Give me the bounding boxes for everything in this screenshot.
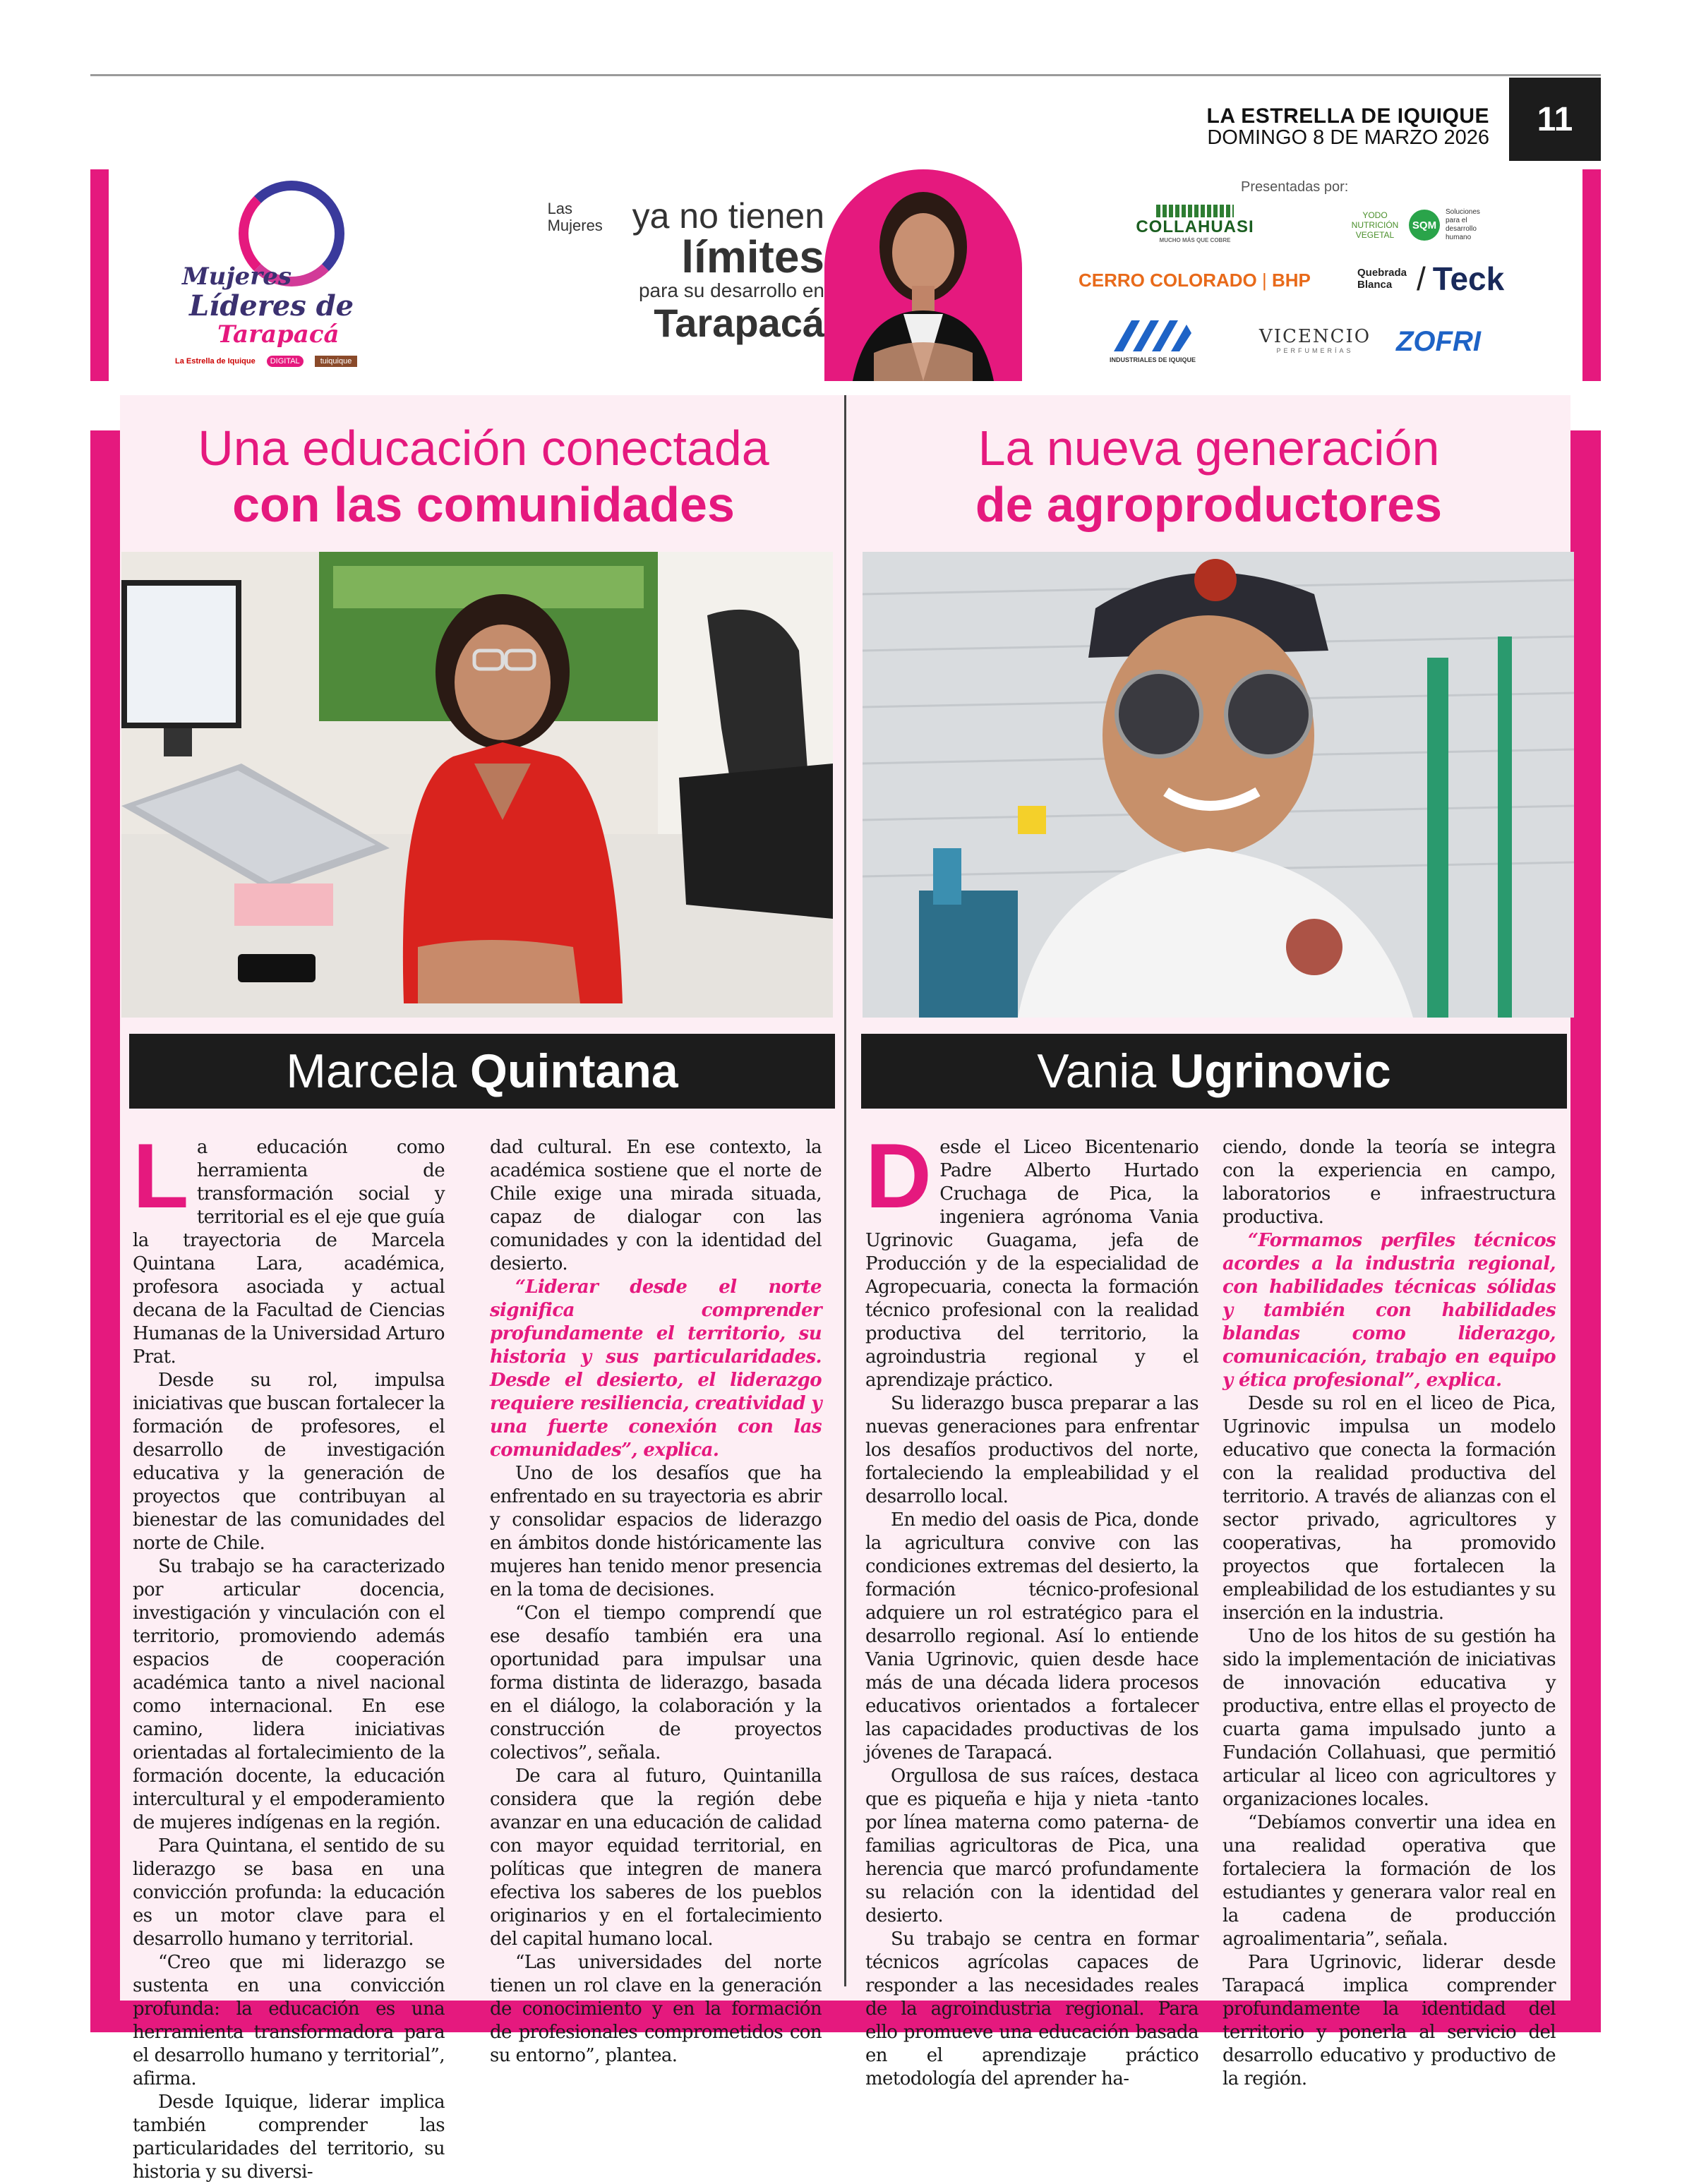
right-headline xyxy=(847,420,1570,533)
publication-name: LA ESTRELLA DE IQUIQUE xyxy=(1206,104,1489,128)
campaign-banner xyxy=(90,169,1601,381)
left-drop-cap: L xyxy=(133,1124,188,1227)
tagline-b: ya no tienen xyxy=(632,196,824,236)
left-name-bar xyxy=(129,1034,835,1109)
right-column-1 xyxy=(865,1124,1199,2091)
bhp-label: BHP xyxy=(1272,270,1311,291)
left-photo-image xyxy=(121,552,833,1018)
left-paragraph-10: De cara al futuro, Quintanilla considera que la región debe avanzar en una educación de calidad con mayor equidad territorial, en políticas que integren de manera efectiva los saberes de los pueblos originarios y en el fortalecimiento del capital humano local. xyxy=(490,1766,822,1950)
left-paragraph-2: Desde su rol, impulsa iniciativas que buscan fortalecer la formación de profesores, el desarrollo de investigación educativa y la generación de proyectos que contribuyan al bienestar de las comunidades del norte de Chile. xyxy=(133,1370,445,1554)
sponsor-vicencio xyxy=(1255,326,1375,354)
aii-label: INDUSTRIALES DE IQUIQUE xyxy=(1109,356,1196,363)
sponsor-sqm xyxy=(1347,208,1495,242)
sponsor-aii xyxy=(1107,318,1199,363)
right-pull-quote: “Formamos perfiles técnicos acordes a la industria regional, con habilidades técnicas sólidas y también con habilidades blandas como liderazgo, comunicación, trabajo en equipo y ética profesional”, explica. xyxy=(1223,1230,1556,1391)
sponsor-teck: Quebrada Blanca / Teck xyxy=(1357,260,1505,297)
body-divider xyxy=(844,1129,846,1986)
logo-line3: Tarapacá xyxy=(217,320,340,349)
tagline-d: para su desarrollo en xyxy=(638,279,824,301)
campaign-tagline xyxy=(528,198,824,344)
left-paragraph-3: Su trabajo se ha caracterizado por articular docencia, investigación y vinculación con el territorio, promoviendo además espacios de cooperación académica tanto a nivel nacional como internacional. En ese camino, lidera iniciativas orientadas al fortalecimiento de la formación docente, la educación intercultural y el empoderamiento de mujeres indígenas en la región. xyxy=(133,1556,445,1833)
logo-media-partners xyxy=(175,354,357,368)
right-paragraph-4: Orgullosa de sus raíces, destaca que es piqueña e hija y nieta -tanto por línea materna como paterna- de familias agricultoras de Pica, una herencia que marcó profundamente su relación con la identidad del desierto. xyxy=(865,1766,1199,1926)
portrait-illustration xyxy=(824,169,1022,381)
left-last-name: Quintana xyxy=(470,1044,678,1098)
left-headline-bold: con las comunidades xyxy=(232,477,735,532)
collahuasi-mark-icon xyxy=(1156,205,1234,217)
tagline-c: límites xyxy=(681,231,824,282)
right-article-photo xyxy=(863,552,1574,1018)
campaign-portrait xyxy=(824,169,1022,381)
quebrada-blanca-label: Quebrada Blanca xyxy=(1357,267,1407,291)
publication-date: DOMINGO 8 DE MARZO 2026 xyxy=(1207,126,1489,149)
mujeres-lideres-logo xyxy=(175,176,415,381)
right-paragraph-9: “Debíamos convertir una idea en una realidad operativa que fortaleciera la formación de los estudiantes y generara valor real en la cadena de producción agroalimentaria”, señala. xyxy=(1223,1812,1556,1950)
right-paragraph-1 xyxy=(865,1124,1199,1392)
right-paragraph-3: En medio del oasis de Pica, donde la agricultura convive con las condiciones extremas del desierto, la formación técnico-profesional adquiere un rol estratégico para el desarrollo regional. Así lo entiende Vania Ugrinovic, quien desde hace más de una década lidera procesos educativos orientados a fortalecer las capacidades productivas de los jóvenes de Tarapacá. xyxy=(865,1509,1199,1763)
left-headline xyxy=(124,420,843,533)
top-rule xyxy=(90,74,1601,76)
presented-by: Presentadas por: xyxy=(1241,179,1349,195)
right-drop-cap: D xyxy=(865,1124,932,1227)
right-last-name: Ugrinovic xyxy=(1170,1044,1391,1098)
sqm-logo-icon: SQM xyxy=(1409,210,1440,241)
left-paragraph-9: “Con el tiempo comprendí que ese desafío también era una oportunidad para impulsar una forma distinta de liderazgo, basada en el diálogo, la colaboración y la construcción de proyectos colectivos”, señala. xyxy=(490,1603,822,1763)
right-photo-image xyxy=(863,552,1574,1018)
left-pull-quote: “Liderar desde el norte significa comprender profundamente el territorio, su historia y sus particularidades. Desde el desierto, el liderazgo requiere resiliencia, creatividad y una fuerte conexión con las comunidades”, explica. xyxy=(490,1277,822,1461)
left-paragraph-5: “Creo que mi liderazgo se sustenta en una convicción profunda: la educación es una herramienta transformadora para el desarrollo humano y territorial”, afirma. xyxy=(133,1952,445,2089)
vicencio-sub: PERFUMERÍAS xyxy=(1276,347,1354,354)
left-paragraph-6: Desde Iquique, liderar implica también comprender las particularidades del territorio, su historia y su diversi- xyxy=(133,2092,445,2183)
sqm-left-text: YODO NUTRICIÓN VEGETAL xyxy=(1351,210,1399,240)
tagline-a: Las Mujeres xyxy=(547,200,603,234)
right-headline-light: La nueva generación xyxy=(978,421,1440,476)
right-paragraph-1-text: esde el Liceo Bicentenario Padre Alberto Hurtado Cruchaga de Pica, la ingeniera agrónoma Vania Ugrinovic Guagama, jefa de Producción y de la especialidad de Agropecuaria, conecta la formación técnico profesional con la realidad productiva del territorio, la agroindustria regional y el aprendizaje práctico. xyxy=(865,1137,1199,1391)
left-column-2 xyxy=(490,1136,822,2068)
collahuasi-sub: MUCHO MÁS QUE COBRE xyxy=(1159,237,1231,243)
teck-label: Teck xyxy=(1432,260,1505,297)
right-name-bar xyxy=(861,1034,1567,1109)
left-first-name: Marcela xyxy=(286,1044,457,1098)
cerro-colorado-label: CERRO COLORADO xyxy=(1079,270,1257,291)
left-column-1 xyxy=(133,1124,445,2184)
media-partner-estrella: La Estrella de Iquique xyxy=(175,357,256,366)
sponsor-cerro-bhp: CERRO COLORADO | BHP xyxy=(1079,270,1311,291)
logo-line1: Mujeres xyxy=(182,263,292,291)
sponsor-collahuasi xyxy=(1128,205,1262,243)
right-paragraph-7: Desde su rol en el liceo de Pica, Ugrinovic impulsa un modelo educativo que conecta la formación con la realidad productiva del territorio. A través de alianzas con el sector privado, agricultores y cooperativas, ha promovido proyectos que fortalecen la empleabilidad de los estudiantes y su inserción en la industria. xyxy=(1223,1393,1556,1624)
right-paragraph-10: Para Ugrinovic, liderar desde Tarapacá implica comprender profundamente la identidad del territorio y ponerla al servicio del desarrollo educativo y productivo de la región. xyxy=(1223,1952,1556,2089)
media-partner-digital: DIGITAL xyxy=(267,356,304,367)
aii-logo-icon xyxy=(1110,318,1195,353)
left-paragraph-11: “Las universidades del norte tienen un rol clave en la generación de conocimiento y en la formación de profesionales comprometidos con su entorno”, plantea. xyxy=(490,1952,822,2066)
right-column-2 xyxy=(1223,1136,1556,2091)
sponsor-zofri: ZOFRI xyxy=(1396,326,1481,357)
publication-header xyxy=(1207,106,1489,148)
right-paragraph-8: Uno de los hitos de su gestión ha sido la implementación de iniciativas de innovación educativa y productiva, entre ellas el proyecto de cuarta gama impulsado junto a Fundación Collahuasi, que permitió articular al liceo con agricultores y organizaciones locales. xyxy=(1223,1626,1556,1810)
left-paragraph-1 xyxy=(133,1124,445,1369)
banner-stripe-left xyxy=(90,169,109,381)
left-paragraph-4: Para Quintana, el sentido de su liderazgo se basa en una convicción profunda: la educación es un motor clave para el desarrollo humano y territorial. xyxy=(133,1835,445,1950)
left-paragraph-1-text: a educación como herramienta de transformación social y territorial es el eje que guía la trayectoria de Marcela Quintana Lara, académica, profesora asociada y actual decana de la Facultad de Ciencias Humanas de la Universidad Arturo Prat. xyxy=(133,1137,445,1368)
right-paragraph-5: Su trabajo se centra en formar técnicos agrícolas capaces de responder a las necesidades reales de la agroindustria regional. Para ello promueve una educación basada en el aprendizaje práctico metodología del aprender ha- xyxy=(865,1929,1199,2089)
logo-line2: Líderes de xyxy=(189,289,354,322)
left-headline-light: Una educación conectada xyxy=(198,421,769,476)
vicencio-label: VICENCIO xyxy=(1259,326,1371,347)
right-paragraph-2: Su liderazgo busca preparar a las nuevas generaciones para enfrentar los desafíos productivos del norte, fortaleciendo la empleabilidad y el desarrollo local. xyxy=(865,1393,1199,1507)
banner-stripe-right xyxy=(1582,169,1601,381)
collahuasi-label: COLLAHUASI xyxy=(1136,217,1254,236)
left-paragraph-8: Uno de los desafíos que ha enfrentado en su trayectoria es abrir y consolidar espacios de liderazgo en ámbitos donde históricamente las mujeres han tenido menor presencia en la toma de decisiones. xyxy=(490,1463,822,1600)
left-paragraph-7: dad cultural. En ese contexto, la académica sostiene que el norte de Chile exige una mirada situada, capaz de dialogar con las comunidades y con la identidad del desierto. xyxy=(490,1137,822,1274)
right-paragraph-6: ciendo, donde la teoría se integra con la experiencia en campo, laboratorios e infraestructura productiva. xyxy=(1223,1137,1556,1228)
right-headline-bold: de agroproductores xyxy=(975,477,1443,532)
tagline-e: Tarapacá xyxy=(654,301,824,345)
left-article-photo xyxy=(121,552,833,1018)
media-partner-tuiquique: tuiquique xyxy=(315,356,358,367)
page-number: 11 xyxy=(1509,78,1601,161)
sqm-right-text: Soluciones para el desarrollo humano xyxy=(1446,208,1480,241)
right-first-name: Vania xyxy=(1037,1044,1157,1098)
